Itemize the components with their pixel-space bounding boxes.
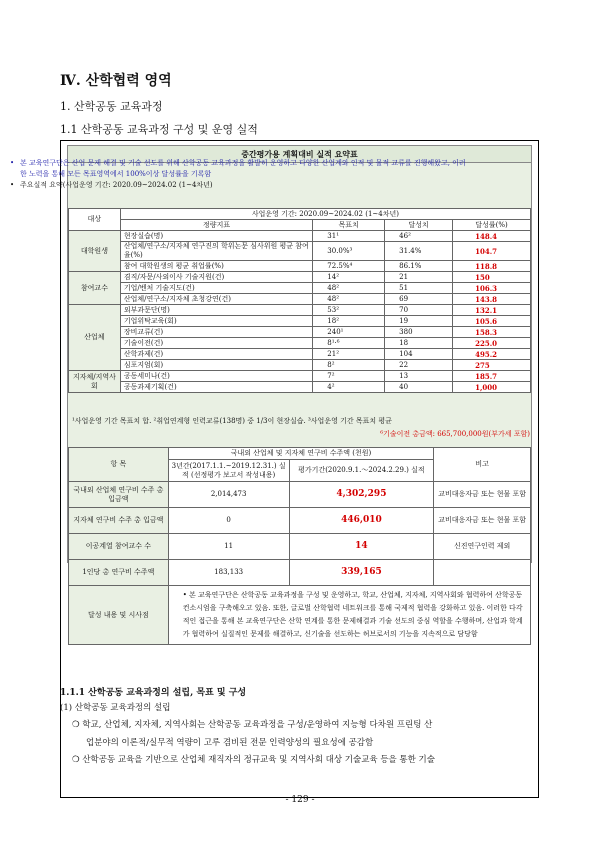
funding-cell-item: 지자체 연구비 수주 총 입금액	[69, 508, 169, 534]
header-target: 목표치	[313, 220, 385, 231]
cell-indicator: 현장실습(명)	[120, 231, 312, 242]
cell-indicator: 심포지엄(회)	[120, 360, 312, 371]
page-number: - 129 -	[285, 795, 315, 805]
cell-rate: 148.4	[453, 231, 531, 242]
table-footnote: ¹사업운영 기간 목표치 합. ²취업연계형 인력교류(138명) 중 1/3이 현장실습. ³사업운영 기간 목표치 평균	[72, 417, 392, 425]
funding-row	[69, 560, 531, 586]
table-row	[69, 283, 531, 294]
funding-cell-prev: 11	[168, 534, 289, 560]
cell-rate: 104.7	[453, 242, 531, 261]
funding-cell-prev: 2,014,473	[168, 482, 289, 508]
body-bullet-1: ❍ 학교, 산업체, 지자체, 지역사회는 산학공동 교육과정을 구성/운영하여 지능형 다차원 프린팅 산	[72, 720, 433, 730]
table-row	[69, 316, 531, 327]
cell-target: 48²	[313, 294, 385, 305]
funding-row	[69, 534, 531, 560]
cell-indicator: 기술이전(건)	[120, 338, 312, 349]
subsubsection-heading: 1.1 산학공동 교육과정 구성 및 운영 실적	[60, 123, 258, 136]
cell-achieved: 70	[385, 305, 453, 316]
cell-achieved: 69	[385, 294, 453, 305]
cell-indicator: 공동세미나(건)	[120, 371, 312, 382]
cell-target: 14²	[313, 272, 385, 283]
table-row	[69, 231, 531, 242]
funding-group-header: 국내외 산업체 및 지자체 연구비 수주액 (천원)	[168, 448, 434, 460]
funding-cell-prev: 183,133	[168, 560, 289, 586]
table-row	[69, 360, 531, 371]
cell-rate: 150	[453, 272, 531, 283]
cell-rate: 106.3	[453, 283, 531, 294]
cell-target: 18²	[313, 316, 385, 327]
table-row	[69, 294, 531, 305]
cell-indicator: 겸직/자문/사외이사 기술지원(건)	[120, 272, 312, 283]
cell-target: 4²	[313, 382, 385, 393]
funding-cell-item: 1인당 총 연구비 수주액	[69, 560, 169, 586]
funding-cell-period: 446,010	[289, 508, 434, 534]
table-row	[69, 242, 531, 261]
funding-cell-note: 신진연구인력 제외	[434, 534, 531, 560]
row-category: 대학원생	[69, 231, 121, 272]
summary-box-title: 중간평가용 계획대비 실적 요약표	[67, 145, 532, 163]
cell-achieved: 51	[385, 283, 453, 294]
cell-rate: 1,000	[453, 382, 531, 393]
cell-achieved: 104	[385, 349, 453, 360]
body-bullet-2: ❍ 산학공동 교육을 기반으로 산업체 재직자의 정규교육 및 지역사회 대상 기술교육 등을 통한 기술	[72, 755, 435, 765]
cell-rate: 118.8	[453, 261, 531, 272]
funding-row	[69, 508, 531, 534]
cell-target: 8¹·⁶	[313, 338, 385, 349]
body-bullet-1-cont: 업분야의 이론적/실무적 역량이 고루 겸비된 전문 인력양성의 필요성에 공감함	[86, 738, 374, 748]
cell-achieved: 22	[385, 360, 453, 371]
row-category: 참여교수	[69, 272, 121, 305]
cell-rate: 185.7	[453, 371, 531, 382]
cell-indicator: 산학과제(건)	[120, 349, 312, 360]
cell-achieved: 13	[385, 371, 453, 382]
table-row	[69, 261, 531, 272]
funding-row	[69, 482, 531, 508]
funding-cell-note	[434, 560, 531, 586]
header-indicator: 정량지표	[120, 220, 312, 231]
funding-cell-item: 이공계열 참여교수 수	[69, 534, 169, 560]
header-category: 대상	[69, 209, 121, 231]
funding-period-header: 평가기간(2020.9.1.～2024.2.29.) 실적	[289, 460, 434, 482]
funding-cell-period: 4,302,295	[289, 482, 434, 508]
table-row	[69, 272, 531, 283]
cell-target: 30.0%³	[313, 242, 385, 261]
funding-cell-period: 14	[289, 534, 434, 560]
cell-rate: 105.6	[453, 316, 531, 327]
achievement-text: • 본 교육연구단은 산학공동 교육과정을 구성 및 운영하고, 학교, 산업체, 지자체, 지역사회와 협력하여 산학공동 컨소시엄을 구축해오고 있음. 또한, 글로벌 산학협력 네트워크를 통해 국제적 협력을 강화하고 있음. 이러한 다각적인 접근을 통해 본 교육연구단은 산학 연계를 통한 문제해결과 기술 선도의 중심 역할을 수행하며, 산업과 학계가 협력하여 실질적인 문제를 해결하고, 신기술을 선도하는 허브로서의 기능을 지속적으로 담당함	[168, 586, 530, 645]
cell-rate: 158.3	[453, 327, 531, 338]
funding-table	[68, 447, 531, 645]
body-subheading: (1) 산학공동 교육과정의 설립	[60, 703, 171, 713]
row-category: 지자체/지역사회	[69, 371, 121, 393]
intro-bullet: • 주요실적 요약(사업운영 기간: 2020.09~2024.02 (1~4차년)	[10, 181, 213, 189]
funding-note-header: 비고	[434, 448, 531, 482]
cell-indicator: 외부과문단(명)	[120, 305, 312, 316]
funding-cell-item: 국내외 산업체 연구비 수주 총 입금액	[69, 482, 169, 508]
intro-bullet: • 본 교육연구단은 산업 문제 해결 및 기술 선도를 위해 산학공동 교육과정을 활발히 운영하고 다양한 산업계와 인적 및 물적 교류를 진행해왔고, 이러한 노력을 통해 모든 목표영역에서 100%이상 달성률을 기록함	[10, 159, 466, 178]
table-footnote-red: ⁶기술이전 총금액: 665,700,000원(부가세 포함)	[380, 430, 530, 438]
table-row	[69, 382, 531, 393]
cell-indicator: 산업체/연구소/지자체 연구진의 학위논문 심사위원 평균 참여율(%)	[120, 242, 312, 261]
funding-cell-note: 교비대응자금 또는 현물 포함	[434, 508, 531, 534]
cell-target: 72.5%⁴	[313, 261, 385, 272]
cell-target: 53²	[313, 305, 385, 316]
cell-achieved: 19	[385, 316, 453, 327]
cell-indicator: 공동과제기획(건)	[120, 382, 312, 393]
funding-cell-period: 339,165	[289, 560, 434, 586]
cell-rate: 225.0	[453, 338, 531, 349]
section-1-1-1-title: 1.1.1 산학공동 교육과정의 설립, 목표 및 구성	[60, 688, 247, 698]
cell-indicator: 기업위탁교육(회)	[120, 316, 312, 327]
table-row	[69, 327, 531, 338]
cell-rate: 275	[453, 360, 531, 371]
funding-cell-prev: 0	[168, 508, 289, 534]
cell-achieved: 21	[385, 272, 453, 283]
cell-target: 7²	[313, 371, 385, 382]
cell-achieved: 31.4%	[385, 242, 453, 261]
cell-indicator: 산업체/연구소/지자체 초청강연(건)	[120, 294, 312, 305]
table-row	[69, 338, 531, 349]
header-period: 사업운영 기간: 2020.09~2024.02 (1~4차년)	[120, 209, 530, 220]
cell-achieved: 18	[385, 338, 453, 349]
cell-rate: 495.2	[453, 349, 531, 360]
cell-target: 31¹	[313, 231, 385, 242]
cell-achieved: 380	[385, 327, 453, 338]
header-achieved: 달성치	[385, 220, 453, 231]
funding-item-header: 항 목	[69, 448, 169, 482]
cell-achieved: 40	[385, 382, 453, 393]
table-row	[69, 305, 531, 316]
table-row	[69, 349, 531, 360]
subsection-heading: 1. 산학공동 교육과정	[60, 100, 163, 113]
cell-achieved: 46²	[385, 231, 453, 242]
cell-indicator: 장비교류(건)	[120, 327, 312, 338]
header-rate: 달성률(%)	[453, 220, 531, 231]
cell-target: 48²	[313, 283, 385, 294]
cell-indicator: 참여 대학원생의 평균 취업률(%)	[120, 261, 312, 272]
cell-target: 8²	[313, 360, 385, 371]
cell-rate: 143.8	[453, 294, 531, 305]
cell-achieved: 86.1%	[385, 261, 453, 272]
cell-target: 240¹	[313, 327, 385, 338]
cell-rate: 132.1	[453, 305, 531, 316]
achievement-label: 달성 내용 및 시사점	[69, 586, 169, 645]
cell-indicator: 기업/벤처 기술지도(건)	[120, 283, 312, 294]
cell-target: 21²	[313, 349, 385, 360]
performance-table	[68, 208, 531, 393]
row-category: 산업체	[69, 305, 121, 371]
funding-prev-header: 3년간(2017.1.1.~2019.12.31.) 실적 (선정평가 보고서 작성내용)	[168, 460, 289, 482]
section-heading: Ⅳ. 산학협력 영역	[60, 73, 172, 89]
summary-intro	[10, 158, 470, 191]
table-row	[69, 371, 531, 382]
funding-cell-note: 교비대응자금 또는 현물 포함	[434, 482, 531, 508]
